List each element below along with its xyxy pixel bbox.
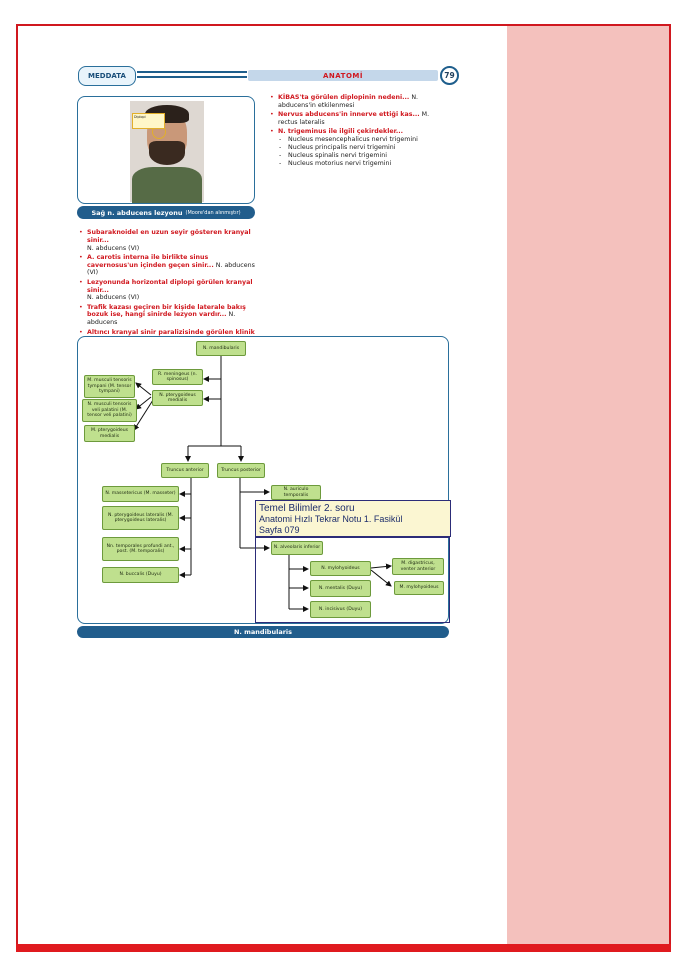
page-number: 79 bbox=[440, 66, 459, 85]
annotation-source: Anatomi Hızlı Tekrar Notu 1. Fasikül bbox=[259, 514, 403, 524]
diagram-caption-text: N. mandibularis bbox=[233, 628, 293, 636]
figure-caption bbox=[77, 206, 255, 219]
node-temporales: Nn. temporales profundi ant., post. (M. temporalis) bbox=[102, 537, 179, 561]
node-massetericus: N. massetericus (M. masseter) bbox=[102, 486, 179, 502]
node-tensor-tympani: M. musculi tensoris tympani (M. tensor tympani) bbox=[84, 375, 135, 398]
list-item: • Altıncı kranyal sinir paralizisinde görülen klinik bbox=[79, 329, 255, 352]
figure-caption-source: (Moore'dan alınmıştır) bbox=[185, 209, 241, 216]
photo-beard bbox=[149, 141, 185, 165]
nucleus-item: - Nucleus motorius nervi trigemini bbox=[278, 160, 450, 168]
section-title: ANATOMİ bbox=[323, 71, 363, 80]
node-buccalis: N. buccalis (Duyu) bbox=[102, 567, 179, 583]
list-item: • Subaraknoidel en uzun seyir gösteren kranyal sinir... N. abducens (VI) bbox=[79, 229, 255, 252]
nucleus-item: - Nucleus principalis nervi trigemini bbox=[278, 144, 450, 152]
nucleus-item: - Nucleus spinalis nervi trigemini bbox=[278, 152, 450, 160]
node-pterygoideus-lateralis: N. pterygoideus lateralis (M. pterygoideus lateralis) bbox=[102, 506, 179, 530]
node-truncus-anterior: Truncus anterior bbox=[161, 463, 209, 478]
node-truncus-posterior: Truncus posterior bbox=[217, 463, 265, 478]
right-question-list bbox=[270, 94, 450, 169]
list-item: • Lezyonunda horizontal diplopi görülen kranyal sinir... N. abducens (VI) bbox=[79, 279, 255, 302]
annotation-page: Sayfa 079 bbox=[259, 524, 300, 535]
node-alveolaris-inferior: N. alveolaris inferior bbox=[271, 541, 323, 555]
node-mylohyoideus-nerve: N. mylohyoideus bbox=[310, 561, 371, 576]
logo-text: MEDDATA bbox=[88, 72, 126, 80]
photo-body bbox=[132, 167, 202, 204]
node-mylohyoideus-muscle: M. mylohyoideus bbox=[394, 581, 444, 595]
header-lines bbox=[137, 71, 247, 78]
figure-box bbox=[77, 96, 255, 204]
left-question-list bbox=[79, 229, 255, 353]
side-panel bbox=[507, 26, 669, 944]
diagram-caption bbox=[77, 626, 449, 638]
annotation-title: Temel Bilimler 2. soru bbox=[259, 503, 355, 514]
node-tensor-veli-palatini: N. musculi tensoris veli palatini (M. tensor veli palatini) bbox=[82, 399, 137, 422]
nuclei-list bbox=[278, 136, 450, 167]
list-item: • A. carotis interna ile birlikte sinus cavernosus'un içinden geçen sinir... N. abducens (VI) bbox=[79, 254, 255, 277]
node-pterygoideus-medialis-muscle: M. pterygoideus medialis bbox=[84, 425, 135, 442]
list-item: • N. trigeminus ile ilgili çekirdekler... - Nucleus mesencephalicus nervi trigemini - Nucleus principalis nervi trigemini - Nucleus spinalis nervi trigemini - Nucleus motorius nervi trigemini bbox=[270, 128, 450, 167]
photo-note: Diplopi bbox=[132, 113, 165, 129]
source-annotation bbox=[255, 500, 451, 537]
node-pterygoideus-medialis-nerve: N. pterygoideus medialis bbox=[152, 390, 203, 406]
list-item: • Trafik kazası geçiren bir kişide laterale bakış bozuk ise, hangi sinirde lezyon vardır... N. abducens bbox=[79, 304, 255, 327]
logo bbox=[78, 66, 136, 86]
list-item: • Nervus abducens'in innerve ettiği kas... M. rectus lateralis bbox=[270, 111, 450, 127]
figure-caption-text: Sağ n. abducens lezyonu bbox=[91, 208, 183, 217]
patient-photo bbox=[130, 101, 204, 202]
list-item: • KİBAS'ta görülen diplopinin nedeni... N. abducens'in etkilenmesi bbox=[270, 94, 450, 110]
node-incisivus: N. incisivus (Duyu) bbox=[310, 601, 371, 618]
node-root: N. mandibularis bbox=[196, 341, 246, 356]
node-mentalis: N. mentalis (Duyu) bbox=[310, 580, 371, 597]
node-meningeus: R. meningeus (n. spinosus) bbox=[152, 369, 203, 385]
section-band bbox=[248, 70, 438, 81]
bottom-bar bbox=[16, 944, 671, 952]
node-auriculotemporalis: N. auriculo temporalis bbox=[271, 485, 321, 500]
nucleus-item: - Nucleus mesencephalicus nervi trigemini bbox=[278, 136, 450, 144]
overlay-frame bbox=[255, 537, 450, 623]
node-digastricus: M. digastricus, venter anterior bbox=[392, 558, 444, 575]
